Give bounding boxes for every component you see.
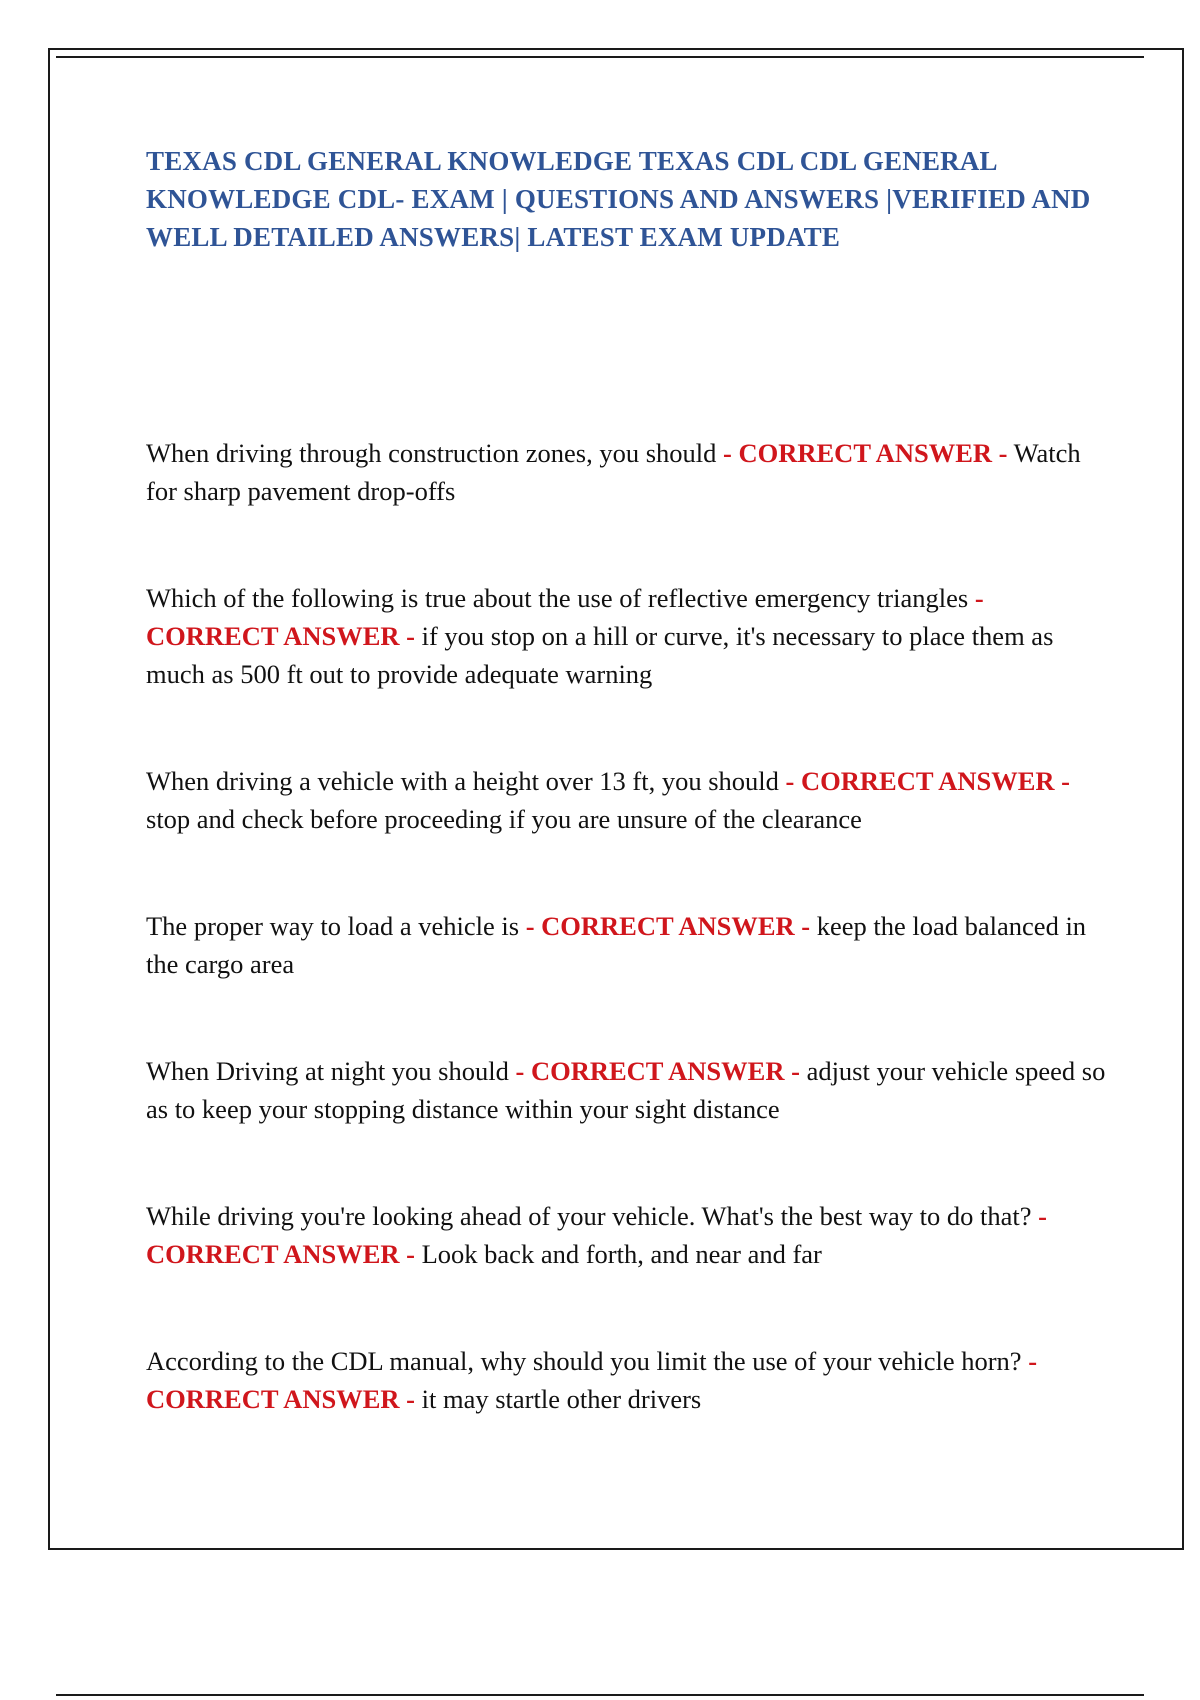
question-text: When Driving at night you should — [146, 1056, 509, 1086]
qa-item — [146, 579, 1106, 693]
qa-item — [146, 1342, 1106, 1418]
answer-text: keep the load balanced in the cargo area — [146, 911, 1087, 979]
correct-answer-marker: - CORRECT ANSWER - — [515, 1056, 800, 1086]
answer-text: adjust your vehicle speed so as to keep your stopping distance within your sight distance — [146, 1056, 1106, 1124]
answer-text: it may startle other drivers — [421, 1384, 702, 1414]
qa-item — [146, 1197, 1106, 1273]
question-text: While driving you're looking ahead of your vehicle. What's the best way to do that? — [146, 1201, 1032, 1231]
answer-text: if you stop on a hill or curve, it's necessary to place them as much as 500 ft out to provide adequate warning — [146, 621, 1054, 689]
qa-list — [146, 434, 1106, 1418]
answer-text: Look back and forth, and near and far — [421, 1239, 822, 1269]
qa-item — [146, 762, 1106, 838]
qa-item — [146, 907, 1106, 983]
header-rule — [56, 56, 1144, 58]
correct-answer-marker: - CORRECT ANSWER - — [146, 583, 984, 651]
correct-answer-marker: - CORRECT ANSWER - — [525, 911, 811, 941]
correct-answer-marker: - CORRECT ANSWER - — [146, 1201, 1047, 1269]
question-text: According to the CDL manual, why should you limit the use of your vehicle horn? — [146, 1346, 1022, 1376]
document-title: TEXAS CDL GENERAL KNOWLEDGE TEXAS CDL CDL GENERAL KNOWLEDGE CDL- EXAM | QUESTIONS AND ANSWERS |VERIFIED AND WELL DETAILED ANSWERS| LATEST EXAM UPDATE — [146, 146, 1091, 252]
footer-rule — [56, 1694, 1144, 1696]
question-text: When driving a vehicle with a height over 13 ft, you should — [146, 766, 779, 796]
question-text: Which of the following is true about the use of reflective emergency triangles — [146, 583, 969, 613]
question-text: When driving through construction zones, you should — [146, 438, 717, 468]
question-text: The proper way to load a vehicle is — [146, 911, 520, 941]
correct-answer-marker: - CORRECT ANSWER - — [785, 766, 1070, 796]
answer-text: stop and check before proceeding if you are unsure of the clearance — [146, 804, 862, 834]
correct-answer-marker: - CORRECT ANSWER - — [723, 438, 1008, 468]
qa-item — [146, 434, 1106, 510]
correct-answer-marker: - CORRECT ANSWER - — [146, 1346, 1038, 1414]
qa-item — [146, 1052, 1106, 1128]
answer-text: Watch for sharp pavement drop-offs — [146, 438, 1081, 506]
